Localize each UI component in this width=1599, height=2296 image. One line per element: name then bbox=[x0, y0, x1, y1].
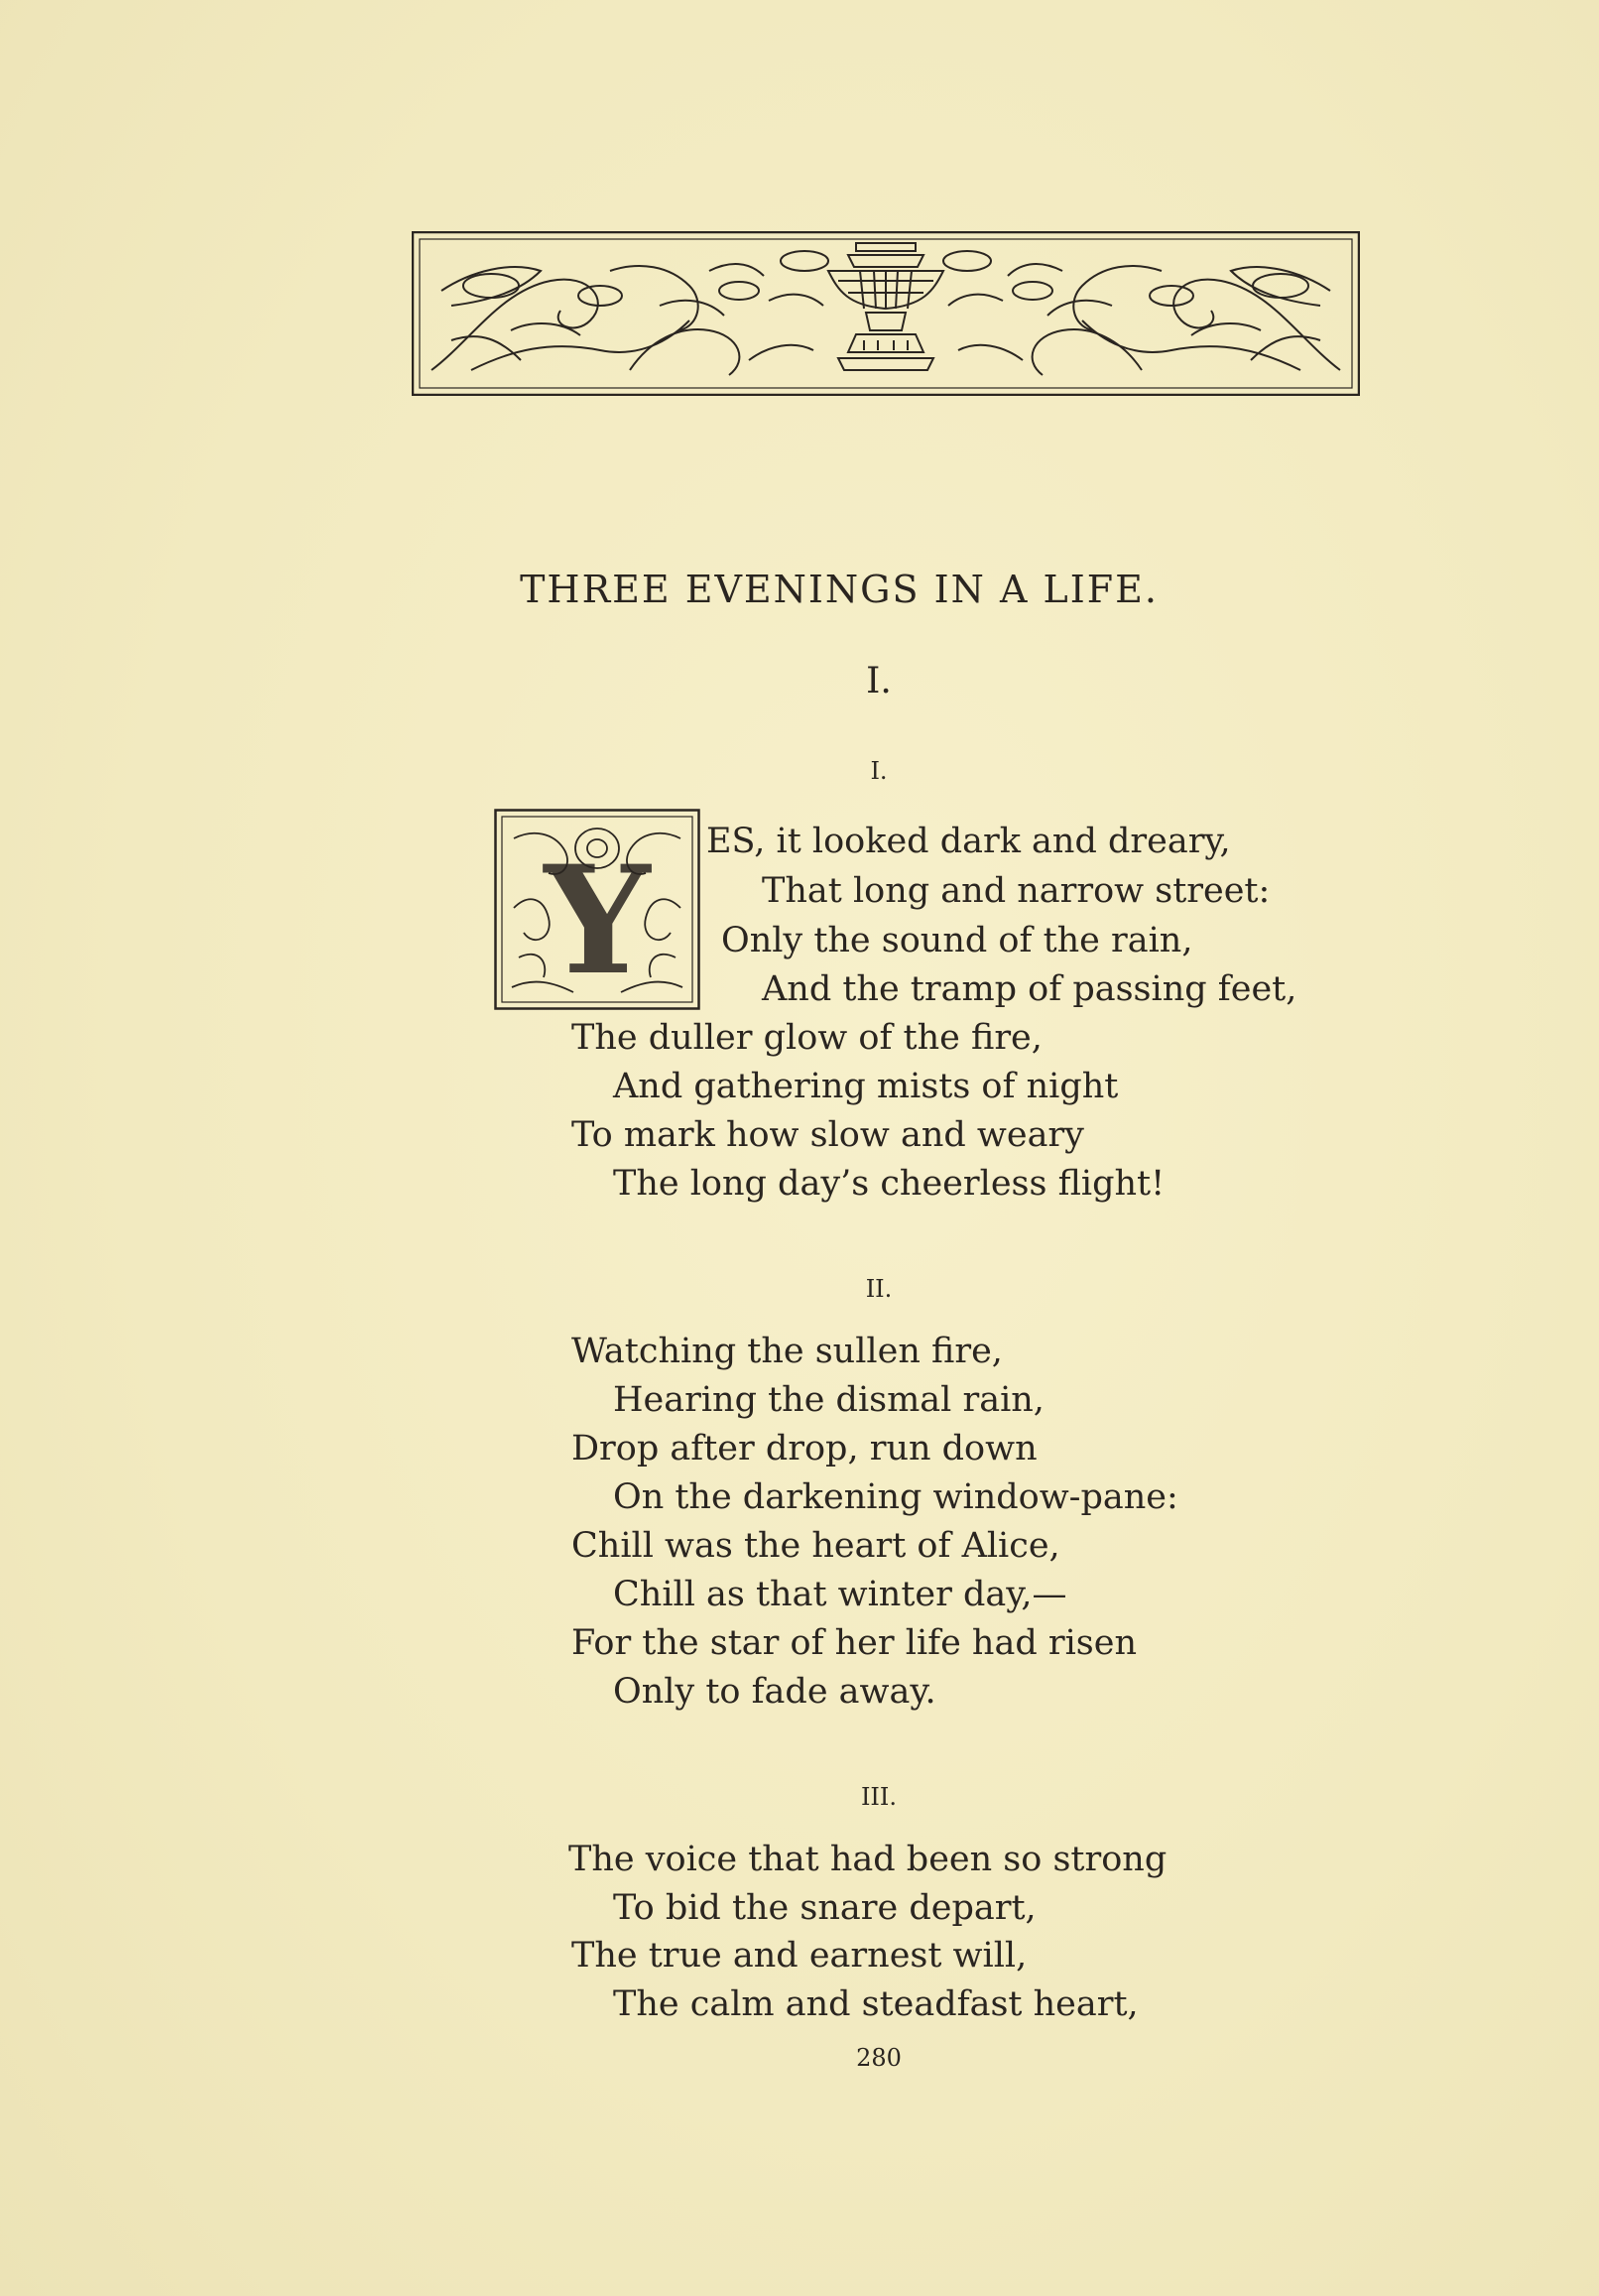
stanza-1-line-1: ES, it looked dark and dreary, bbox=[706, 822, 1231, 861]
stanza-1-line-2: That long and narrow street: bbox=[762, 871, 1271, 911]
stanza-numeral-1: I. bbox=[870, 757, 888, 785]
poem-title: THREE EVENINGS IN A LIFE. bbox=[520, 568, 1159, 611]
stanza-2-line-7: For the star of her life had risen bbox=[571, 1623, 1138, 1663]
stanza-1-line-5: The duller glow of the fire, bbox=[571, 1018, 1043, 1058]
stanza-3-line-4: The calm and steadfast heart, bbox=[613, 1984, 1139, 2024]
ornamental-headpiece bbox=[412, 231, 1360, 396]
stanza-numeral-2: II. bbox=[865, 1275, 893, 1303]
stanza-3-line-2: To bid the snare depart, bbox=[613, 1888, 1037, 1928]
stanza-3-line-1: The voice that had been so strong bbox=[568, 1840, 1168, 1879]
stanza-1-line-4: And the tramp of passing feet, bbox=[762, 969, 1297, 1009]
stanza-2-line-1: Watching the sullen fire, bbox=[571, 1332, 1003, 1371]
stanza-2-line-4: On the darkening window-pane: bbox=[613, 1477, 1178, 1517]
stanza-numeral-3: III. bbox=[860, 1783, 898, 1811]
stanza-2-line-3: Drop after drop, run down bbox=[571, 1429, 1038, 1468]
decorated-drop-cap bbox=[494, 809, 700, 1010]
part-numeral: I. bbox=[866, 661, 892, 702]
stanza-1-line-6: And gathering mists of night bbox=[613, 1067, 1119, 1106]
stanza-2-line-5: Chill was the heart of Alice, bbox=[571, 1526, 1060, 1566]
stanza-1-line-3: Only the sound of the rain, bbox=[721, 921, 1193, 960]
stanza-2-line-6: Chill as that winter day,— bbox=[613, 1575, 1067, 1614]
stanza-3-line-3: The true and earnest will, bbox=[571, 1936, 1028, 1976]
stanza-1-line-8: The long day’s cheerless flight! bbox=[613, 1164, 1166, 1204]
stanza-2-line-8: Only to fade away. bbox=[613, 1672, 936, 1712]
drop-cap-letter: Y bbox=[544, 833, 651, 1008]
page-number: 280 bbox=[856, 2044, 902, 2072]
stanza-2-line-2: Hearing the dismal rain, bbox=[613, 1380, 1045, 1420]
stanza-1-line-7: To mark how slow and weary bbox=[571, 1115, 1084, 1155]
